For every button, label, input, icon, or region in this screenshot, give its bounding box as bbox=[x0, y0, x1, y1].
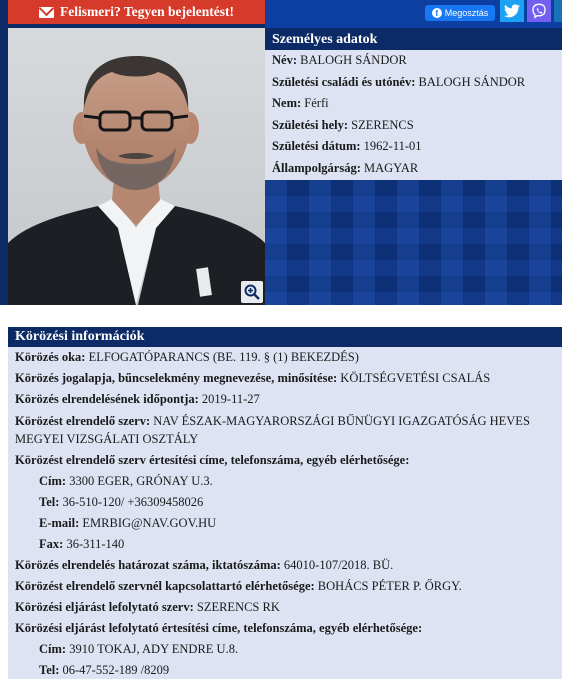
facebook-icon: f bbox=[432, 8, 442, 18]
pursuit-row-fax: Fax: 36-311-140 bbox=[39, 537, 125, 551]
pursuit-info-title: Körözési információk bbox=[8, 327, 562, 347]
personal-row-birth-place: Születési hely: SZERENCS bbox=[272, 117, 414, 132]
report-sighting-label: Felismeri? Tegyen bejelentést! bbox=[60, 4, 234, 19]
pursuit-row-conducting-contact: Körözési eljárást lefolytató értesítési címe, telefonszáma, egyéb elérhetősége: bbox=[15, 621, 423, 635]
share-label: Megosztás bbox=[444, 8, 489, 18]
personal-row-birth-name: Születési családi és utónév: BALOGH SÁNDOR bbox=[272, 74, 526, 89]
facebook-share-button[interactable] bbox=[425, 5, 495, 21]
pursuit-row-reason: Körözés oka: ELFOGATÓPARANCS (BE. 119. § (1) BEKEZDÉS) bbox=[15, 350, 359, 364]
pursuit-row-phone: Tel: 36-510-120/ +36309458026 bbox=[39, 495, 204, 509]
suspect-photo bbox=[8, 28, 265, 305]
viber-share-button[interactable] bbox=[527, 0, 551, 22]
twitter-icon bbox=[504, 4, 520, 18]
pursuit-row-contact-person: Körözést elrendelő szervnél kapcsolattartó elérhetősége: BOHÁCS PÉTER P. ŐRGY. bbox=[15, 579, 462, 593]
personal-data-title: Személyes adatok bbox=[265, 30, 562, 50]
more-share-button[interactable] bbox=[554, 0, 562, 22]
pursuit-info-panel bbox=[8, 327, 562, 679]
viber-icon bbox=[531, 3, 547, 19]
pursuit-row-resolution-number: Körözés elrendelés határozat száma, iktatószáma: 64010-107/2018. BÜ. bbox=[15, 558, 394, 572]
pursuit-row-email: E-mail: EMRBIG@NAV.GOV.HU bbox=[39, 516, 217, 530]
portrait-image bbox=[8, 28, 265, 305]
personal-row-citizenship: Állampolgárság: MAGYAR bbox=[272, 160, 419, 175]
top-area bbox=[0, 0, 562, 305]
pursuit-row-conducting-body: Körözési eljárást lefolytató szerv: SZERENCS RK bbox=[15, 600, 280, 614]
pursuit-row-address: Cím: 3300 EGER, GRÓNAY U.3. bbox=[39, 474, 213, 488]
report-sighting-button[interactable] bbox=[8, 0, 265, 24]
pursuit-row-order-date: Körözés elrendelésének időpontja: 2019-11-27 bbox=[15, 392, 260, 406]
pursuit-row-ordering-body: Körözést elrendelő szerv: NAV ÉSZAK-MAGYARORSZÁGI BŰNÜGYI IGAZGATÓSÁG HEVES MEGYEI VIZSGÁLATI OSZTÁLY bbox=[15, 414, 530, 446]
pursuit-row-legal-basis: Körözés jogalapja, bűncselekmény megnevezése, minősítése: KÖLTSÉGVETÉSI CSALÁS bbox=[15, 371, 491, 385]
pursuit-row-conducting-address: Cím: 3910 TOKAJ, ADY ENDRE U.8. bbox=[39, 642, 239, 656]
personal-row-birth-date: Születési dátum: 1962-11-01 bbox=[272, 139, 422, 153]
zoom-button[interactable] bbox=[241, 281, 263, 303]
pursuit-row-conducting-phone: Tel: 06-47-552-189 /8209 bbox=[39, 663, 170, 677]
personal-data-panel bbox=[265, 30, 562, 180]
personal-row-name: Név: BALOGH SÁNDOR bbox=[272, 53, 407, 67]
twitter-share-button[interactable] bbox=[500, 0, 524, 22]
pursuit-row-ordering-contact: Körözést elrendelő szerv értesítési címe, telefonszáma, egyéb elérhetősége: bbox=[15, 453, 410, 467]
personal-row-sex: Nem: Férfi bbox=[272, 96, 329, 110]
zoom-in-icon bbox=[244, 284, 260, 300]
background-pattern bbox=[265, 180, 562, 305]
envelope-icon bbox=[39, 7, 54, 18]
